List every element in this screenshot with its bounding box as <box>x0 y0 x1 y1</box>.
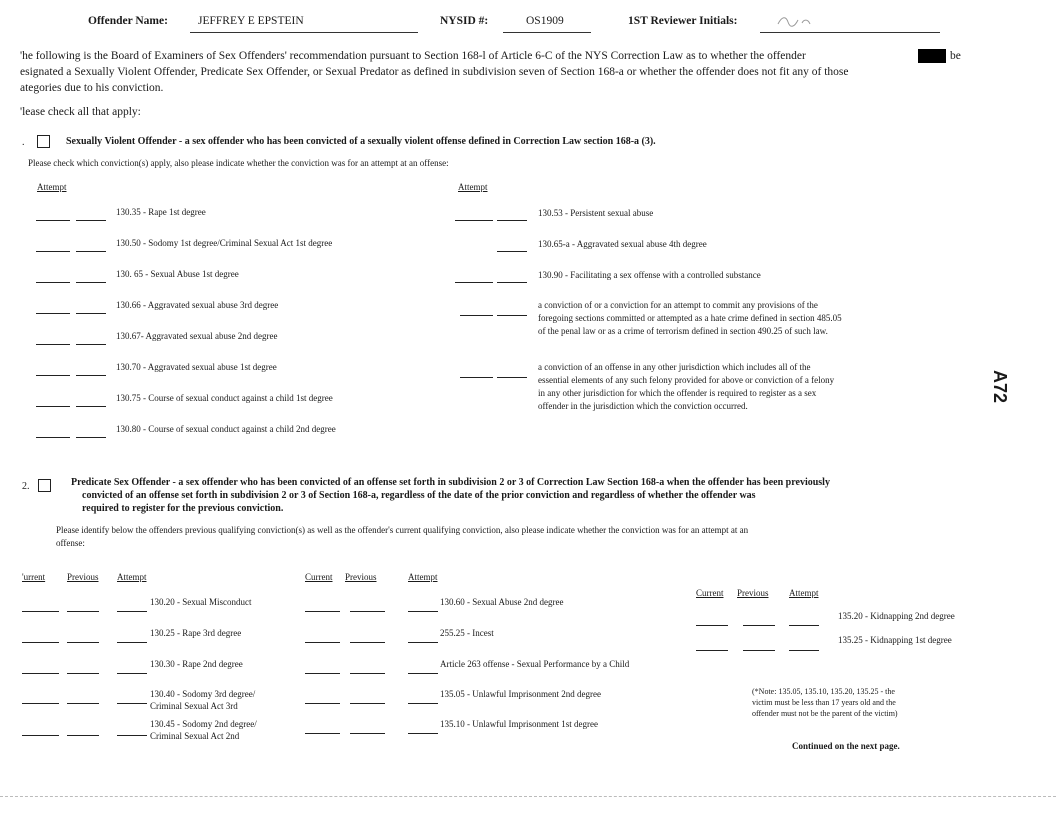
conviction-item: 135.20 - Kidnapping 2nd degree <box>838 611 955 621</box>
reviewer-initials-scribble <box>776 14 816 30</box>
para-line: in any other jurisdiction for which the offender is required to register as a sex <box>538 388 817 398</box>
conviction-item: 135.10 - Unlawful Imprisonment 1st degree <box>440 719 598 729</box>
note-line: offender must not be the parent of the victim) <box>752 709 898 718</box>
blank-check[interactable] <box>460 315 493 316</box>
conviction-item: 130.30 - Rape 2nd degree <box>150 659 243 669</box>
para-line: foregoing sections committed or attempted as a hate crime defined in section 485.05 <box>538 313 842 323</box>
conviction-item: 130.40 - Sodomy 3rd degree/ <box>150 689 256 699</box>
conviction-item-cont: Criminal Sexual Act 3rd <box>150 701 238 711</box>
intro-line-2: esignated a Sexually Violent Offender, Predicate Sex Offender, or Sexual Predator as defined in subdivision seven of Section 168-a or whether the offender does not fit any of those <box>20 66 849 78</box>
conviction-item: 130.53 - Persistent sexual abuse <box>538 208 654 218</box>
blank-current[interactable] <box>22 673 59 674</box>
blank-attempt[interactable] <box>408 703 438 704</box>
attempt-header-left: Attempt <box>37 182 67 192</box>
blank-check[interactable] <box>36 220 70 221</box>
blank-previous[interactable] <box>743 650 775 651</box>
blank-attempt[interactable] <box>117 703 147 704</box>
blank-previous[interactable] <box>67 703 99 704</box>
blank-attempt[interactable] <box>408 642 438 643</box>
blank-previous[interactable] <box>67 611 99 612</box>
continued-note: Continued on the next page. <box>792 741 900 751</box>
blank-current[interactable] <box>305 703 340 704</box>
conviction-item: 130.80 - Course of sexual conduct against a child 2nd degree <box>116 424 336 434</box>
col3-attempt-header: Attempt <box>789 588 819 598</box>
nysid-value: OS1909 <box>526 15 564 27</box>
blank-previous[interactable] <box>350 733 385 734</box>
blank-current[interactable] <box>305 733 340 734</box>
blank-attempt[interactable] <box>408 673 438 674</box>
blank-attempt[interactable] <box>76 375 106 376</box>
blank-check[interactable] <box>36 375 70 376</box>
col2-previous-header: Previous <box>345 572 377 582</box>
col1-current-header: 'urrent <box>22 572 46 582</box>
conviction-item: 130.90 - Facilitating a sex offense with a controlled substance <box>538 270 761 280</box>
section1-instructions: Please check which conviction(s) apply, also please indicate whether the conviction was for an attempt at an offense: <box>28 158 449 168</box>
conviction-item: 255.25 - Incest <box>440 628 494 638</box>
col1-previous-header: Previous <box>67 572 99 582</box>
victim-age-note <box>752 686 898 719</box>
blank-attempt[interactable] <box>117 642 147 643</box>
section1-title: Sexually Violent Offender - a sex offender who has been convicted of a sexually violent offense defined in Correction Law section 168-a (3). <box>66 136 656 147</box>
intro-line-3: ategories due to his conviction. <box>20 82 164 94</box>
conviction-item: Article 263 offense - Sexual Performance by a Child <box>440 659 630 669</box>
blank-previous[interactable] <box>67 735 99 736</box>
conviction-item: 130.25 - Rape 3rd degree <box>150 628 242 638</box>
blank-check[interactable] <box>36 344 70 345</box>
blank-attempt[interactable] <box>76 344 106 345</box>
para-line: offender in the jurisdiction which the conviction occurred. <box>538 401 748 411</box>
attempt-header-right: Attempt <box>458 182 488 192</box>
offender-name-label: Offender Name: <box>88 15 168 27</box>
exhibit-stamp: A72 <box>990 370 1010 404</box>
conviction-item: 130.65-a - Aggravated sexual abuse 4th degree <box>538 239 707 249</box>
blank-previous[interactable] <box>350 642 385 643</box>
blank-current[interactable] <box>696 625 728 626</box>
col1-attempt-header: Attempt <box>117 572 147 582</box>
conviction-item: 135.25 - Kidnapping 1st degree <box>838 635 952 645</box>
note-line: victim must be less than 17 years old and the <box>752 698 896 707</box>
blank-attempt[interactable] <box>117 735 147 736</box>
blank-previous[interactable] <box>67 642 99 643</box>
intro-line-1: 'he following is the Board of Examiners of Sex Offenders' recommendation pursuant to Section 168-l of Article 6-C of the NYS Correction Law as to whether the offender <box>20 50 806 62</box>
reviewer-underline <box>760 32 940 33</box>
blank-current[interactable] <box>696 650 728 651</box>
blank-attempt[interactable] <box>789 650 819 651</box>
sexually-violent-offender-checkbox[interactable] <box>37 135 50 148</box>
blank-current[interactable] <box>305 673 340 674</box>
blank-current[interactable] <box>22 611 59 612</box>
blank-check[interactable] <box>36 251 70 252</box>
blank-attempt[interactable] <box>117 611 147 612</box>
col2-current-header: Current <box>305 572 333 582</box>
blank-check[interactable] <box>36 313 70 314</box>
section2-number: 2. <box>22 481 30 492</box>
conviction-item: 135.05 - Unlawful Imprisonment 2nd degree <box>440 689 601 699</box>
blank-previous[interactable] <box>350 611 385 612</box>
title-line: convicted of an offense set forth in subdivision 2 or 3 of Section 168-a, regardless of the date of the prior conviction and regardless of whether the offender was <box>82 490 756 501</box>
section2-title <box>71 476 830 515</box>
hate-crime-paragraph <box>538 299 842 338</box>
blank-current[interactable] <box>305 611 340 612</box>
conviction-item: 130.66 - Aggravated sexual abuse 3rd degree <box>116 300 279 310</box>
scan-edge-line <box>0 796 1056 797</box>
reviewer-initials-label: 1ST Reviewer Initials: <box>628 15 738 27</box>
blank-previous[interactable] <box>743 625 775 626</box>
conviction-item: 130.67- Aggravated sexual abuse 2nd degree <box>116 331 278 341</box>
blank-attempt[interactable] <box>789 625 819 626</box>
blank-attempt[interactable] <box>76 282 106 283</box>
predicate-sex-offender-checkbox[interactable] <box>38 479 51 492</box>
instr-line: Please identify below the offenders previous qualifying conviction(s) as well as the offender's current qualifying conviction, also please indicate whether the conviction was for an attempt at an <box>56 525 749 535</box>
blank-attempt[interactable] <box>76 406 106 407</box>
intro-line-1-end: be <box>950 50 961 62</box>
conviction-item: 130.35 - Rape 1st degree <box>116 207 206 217</box>
redaction-bar <box>918 49 946 63</box>
blank-attempt[interactable] <box>497 251 527 252</box>
blank-check[interactable] <box>455 282 493 283</box>
col3-current-header: Current <box>696 588 724 598</box>
blank-check[interactable] <box>36 437 70 438</box>
blank-previous[interactable] <box>350 703 385 704</box>
blank-current[interactable] <box>305 642 340 643</box>
instr-line: offense: <box>56 538 85 548</box>
blank-attempt[interactable] <box>76 251 106 252</box>
blank-check[interactable] <box>36 282 70 283</box>
check-all-instruction: 'lease check all that apply: <box>20 106 141 118</box>
col3-previous-header: Previous <box>737 588 769 598</box>
blank-attempt[interactable] <box>76 437 106 438</box>
other-jurisdiction-paragraph <box>538 361 834 413</box>
blank-current[interactable] <box>22 642 59 643</box>
nysid-underline <box>503 32 591 33</box>
offender-name-value: JEFFREY E EPSTEIN <box>198 15 304 27</box>
blank-previous[interactable] <box>350 673 385 674</box>
conviction-item: 130.20 - Sexual Misconduct <box>150 597 252 607</box>
blank-current[interactable] <box>22 735 59 736</box>
title-line: Predicate Sex Offender - a sex offender who has been convicted of an offense set forth in subdivision 2 or 3 of Correction Law Section 168-a when the offender has been previously <box>71 477 830 488</box>
section1-number: . <box>22 137 25 148</box>
conviction-item: 130.60 - Sexual Abuse 2nd degree <box>440 597 564 607</box>
blank-attempt[interactable] <box>408 733 438 734</box>
conviction-item: 130.70 - Aggravated sexual abuse 1st degree <box>116 362 277 372</box>
conviction-item-cont: Criminal Sexual Act 2nd <box>150 731 240 741</box>
blank-previous[interactable] <box>67 673 99 674</box>
blank-current[interactable] <box>22 703 59 704</box>
conviction-item: 130.45 - Sodomy 2nd degree/ <box>150 719 257 729</box>
blank-attempt[interactable] <box>497 220 527 221</box>
blank-attempt[interactable] <box>76 313 106 314</box>
conviction-item: 130.50 - Sodomy 1st degree/Criminal Sexual Act 1st degree <box>116 238 333 248</box>
blank-check[interactable] <box>455 220 493 221</box>
blank-attempt[interactable] <box>117 673 147 674</box>
conviction-item: 130. 65 - Sexual Abuse 1st degree <box>116 269 239 279</box>
title-line: required to register for the previous conviction. <box>82 503 284 514</box>
nysid-label: NYSID #: <box>440 15 489 27</box>
section2-instructions <box>56 524 748 550</box>
para-line: a conviction of or a conviction for an attempt to commit any provisions of the <box>538 300 818 310</box>
para-line: a conviction of an offense in any other jurisdiction which includes all of the <box>538 362 811 372</box>
note-line: (*Note: 135.05, 135.10, 135.20, 135.25 - the <box>752 687 895 696</box>
para-line: of the penal law or as a crime of terrorism defined in section 490.25 of such law. <box>538 326 828 336</box>
para-line: essential elements of any such felony provided for above or conviction of a felony <box>538 375 835 385</box>
blank-check[interactable] <box>36 406 70 407</box>
blank-attempt[interactable] <box>497 315 527 316</box>
blank-attempt[interactable] <box>76 220 106 221</box>
col2-attempt-header: Attempt <box>408 572 438 582</box>
blank-attempt[interactable] <box>408 611 438 612</box>
blank-check[interactable] <box>460 377 493 378</box>
conviction-item: 130.75 - Course of sexual conduct against a child 1st degree <box>116 393 333 403</box>
blank-attempt[interactable] <box>497 377 527 378</box>
blank-attempt[interactable] <box>497 282 527 283</box>
offender-name-underline <box>190 32 418 33</box>
